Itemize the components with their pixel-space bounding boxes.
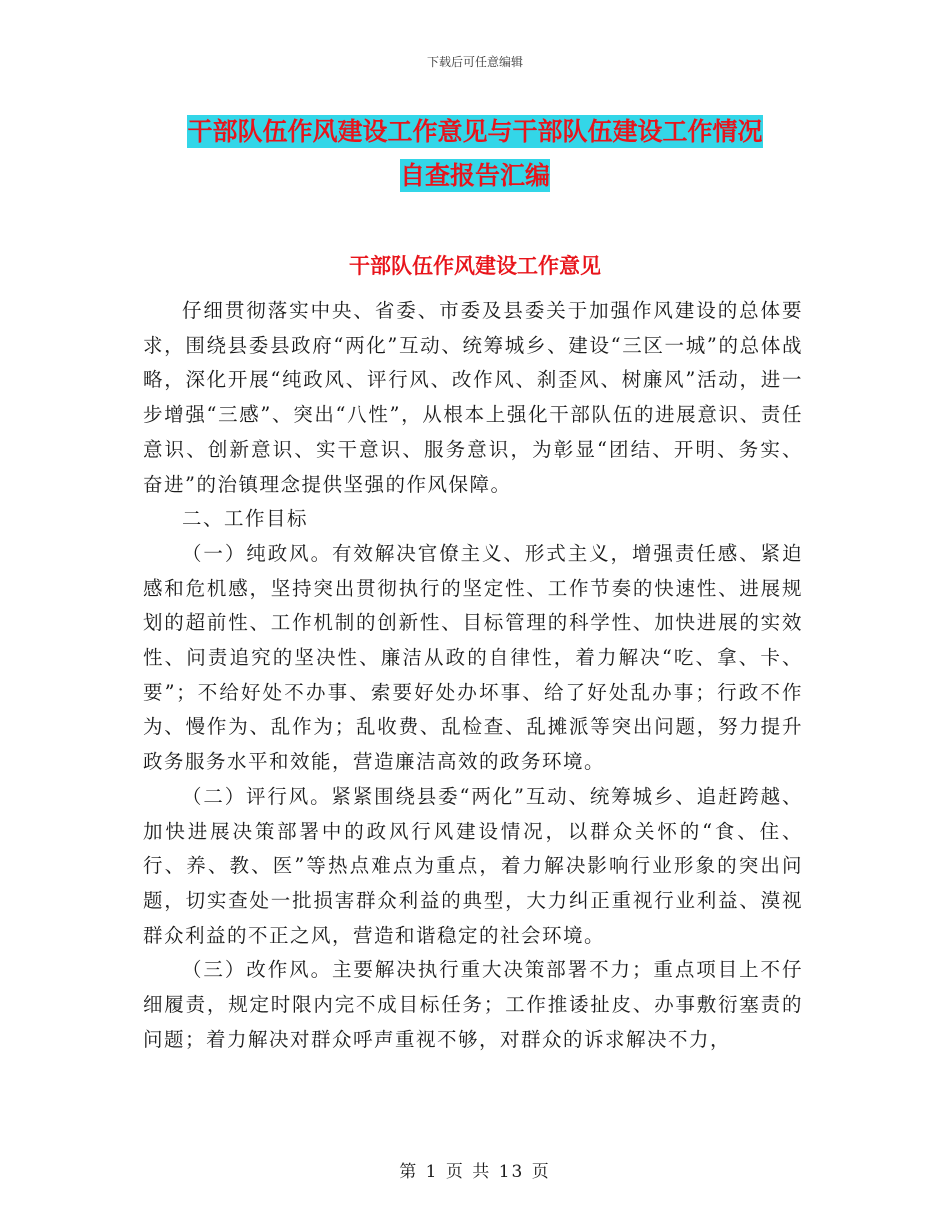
document-title-text-2: 自查报告汇编 xyxy=(399,161,550,190)
header-note: 下载后可任意编辑 xyxy=(426,55,523,69)
paragraph-goal-3: （三）改作风。主要解决执行重大决策部署不力；重点项目上不仔细履责，规定时限内完不成目标任务；工作推诿扯皮、办事敷衍塞责的问题；着力解决对群众呼声重视不够，对群众的诉求解决不力， xyxy=(143,958,803,1051)
paragraph-goal-2: （二）评行风。紧紧围绕县委“两化”互动、统筹城乡、追赶跨越、加快进展决策部署中的政风行风建设情况，以群众关怀的“食、住、行、养、教、医”等热点难点为重点，着力解决影响行业形象的突出问题，切实查处一批损害群众利益的典型，大力纠正重视行业利益、漠视群众利益的不正之风，营造和谐稳定的社会环境。 xyxy=(143,784,803,947)
page-footer: 第 1 页 共 13 页 xyxy=(399,1162,551,1182)
paragraph-intro: 仔细贯彻落实中央、省委、市委及县委关于加强作风建设的总体要求，围绕县委县政府“两化”互动、统筹城乡、建设“三区一城”的总体战略，深化开展“纯政风、评行风、改作风、刹歪风、树廉风”活动，进一步增强“三感”、突出“八性”，从根本上强化干部队伍的进展意识、责任意识、创新意识、实干意识、服务意识，为彰显“团结、开明、务实、奋进”的治镇理念提供坚强的作风保障。 xyxy=(143,299,803,496)
section-title: 干部队伍作风建设工作意见 xyxy=(349,254,601,278)
paragraph-goal-1: （一）纯政风。有效解决官僚主义、形式主义，增强责任感、紧迫感和危机感，坚持突出贯彻执行的坚定性、工作节奏的快速性、进展规划的超前性、工作机制的创新性、目标管理的科学性、加快进展的实效性、问责追究的坚决性、廉洁从政的自律性，着力解决“吃、拿、卡、要”；不给好处不办事、索要好处办坏事、给了好处乱办事；行政不作为、慢作为、乱作为；乱收费、乱检查、乱摊派等突出问题，努力提升政务服务水平和效能，营造廉洁高效的政务环境。 xyxy=(143,541,803,774)
document-title-line-1 xyxy=(0,112,950,148)
document-title-text-1: 干部队伍作风建设工作意见与干部队伍建设工作情况 xyxy=(187,117,763,146)
heading-work-goals: 二、工作目标 xyxy=(182,507,309,531)
document-title-line-2 xyxy=(0,156,950,192)
document-body xyxy=(143,294,803,1057)
